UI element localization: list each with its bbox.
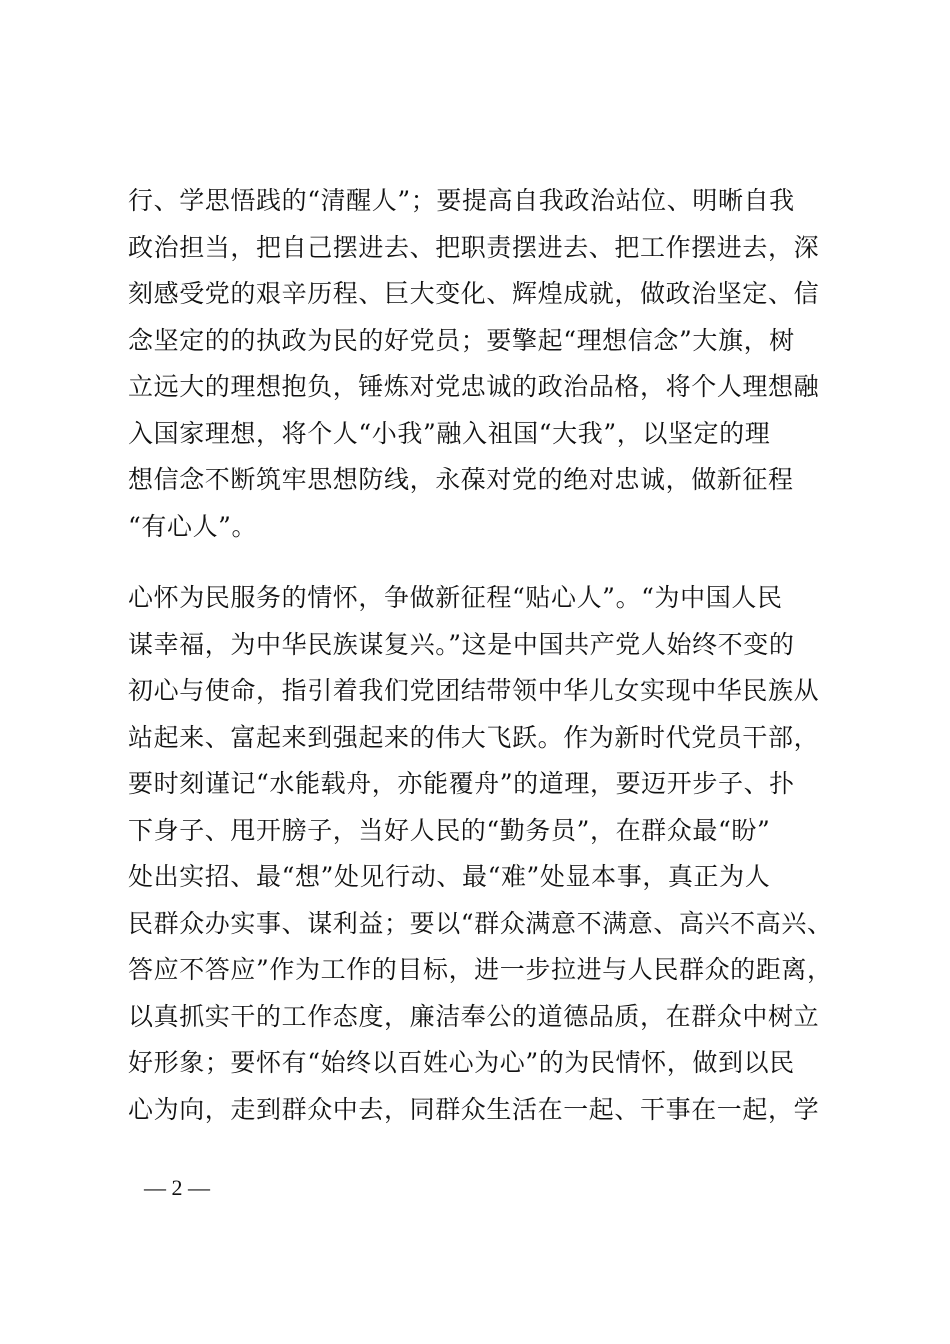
text-line: 谋幸福，为中华民族谋复兴。”这是中国共产党人始终不变的 xyxy=(128,629,795,659)
text-line: 初心与使命，指引着我们党团结带领中华儿女实现中华民族从 xyxy=(128,676,820,705)
text-line: 心怀为民服务的情怀，争做新征程“贴心人”。“为中国人民 xyxy=(128,583,783,612)
paragraph-2 xyxy=(128,575,838,1133)
text-line: 要时刻谨记“水能载舟，亦能覆舟”的道理，要迈开步子、扑 xyxy=(128,769,795,798)
text-line: 行、学思悟践的“清醒人”；要提高自我政治站位、明晰自我 xyxy=(128,186,795,215)
text-line: 站起来、富起来到强起来的伟大飞跃。作为新时代党员干部， xyxy=(128,722,820,752)
text-line: 下身子、甩开膀子，当好人民的“勤务员”，在群众最“盼” xyxy=(128,815,771,845)
text-line: 政治担当，把自己摆进去、把职责摆进去、把工作摆进去，深 xyxy=(128,232,820,262)
page-number: — 2 — xyxy=(144,1175,210,1200)
text-line: 好形象；要怀有“始终以百姓心为心”的为民情怀，做到以民 xyxy=(128,1048,795,1077)
text-line: 以真抓实干的工作态度，廉洁奉公的道德品质，在群众中树立 xyxy=(128,1001,820,1031)
text-line: 立远大的理想抱负，锤炼对党忠诚的政治品格，将个人理想融 xyxy=(128,372,820,401)
text-line: 入国家理想，将个人“小我”融入祖国“大我”，以坚定的理 xyxy=(128,418,771,448)
text-line: “有心人”。 xyxy=(128,511,258,541)
text-line: 刻感受党的艰辛历程、巨大变化、辉煌成就，做政治坚定、信 xyxy=(128,279,820,308)
paragraph-1 xyxy=(128,178,838,550)
text-line: 想信念不断筑牢思想防线，永葆对党的绝对忠诚，做新征程 xyxy=(128,465,794,494)
text-line: 心为向，走到群众中去，同群众生活在一起、干事在一起，学 xyxy=(128,1094,820,1124)
text-line: 答应不答应”作为工作的目标，进一步拉进与人民群众的距离， xyxy=(128,955,833,984)
text-line: 处出实招、最“想”处见行动、最“难”处显本事，真正为人 xyxy=(128,862,771,891)
text-line: 民群众办实事、谋利益；要以“群众满意不满意、高兴不高兴、 xyxy=(128,908,833,938)
text-line: 念坚定的的执政为民的好党员；要擎起“理想信念”大旗，树 xyxy=(128,325,795,355)
